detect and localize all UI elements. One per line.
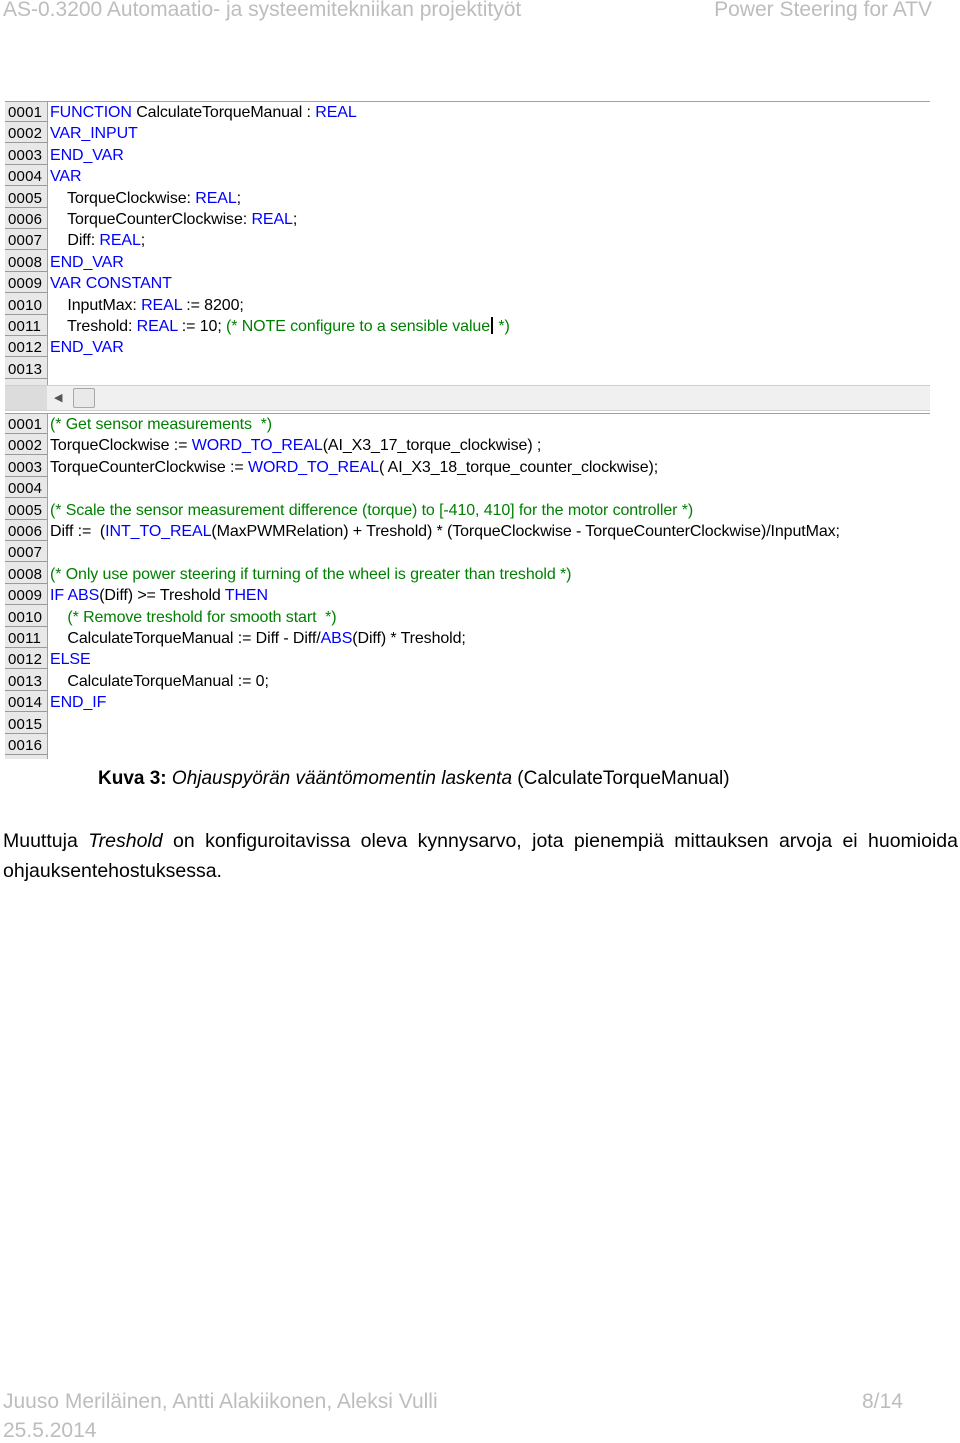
line-number: 0011	[5, 629, 47, 648]
scrollbar-gutter	[5, 386, 47, 410]
caption-title: Ohjauspyörän vääntömomentin laskenta	[171, 768, 513, 789]
line-number: 0007	[5, 231, 47, 250]
line-number: 0010	[5, 608, 47, 627]
line-number: 0006	[5, 522, 47, 541]
code-token: ;	[236, 189, 241, 207]
code-token: CalculateTorqueManual :	[136, 104, 316, 121]
code-line[interactable]	[5, 671, 930, 692]
code-comment: (* Remove treshold for smooth start *)	[50, 608, 337, 626]
code-line[interactable]	[5, 457, 930, 478]
code-keyword: REAL	[136, 318, 178, 335]
line-number: 0013	[5, 360, 47, 379]
line-number: 0004	[5, 167, 47, 186]
header-course-title: AS-0.3200 Automaatio- ja systeemitekniikan projektityöt	[3, 0, 522, 21]
line-number: 0009	[5, 586, 47, 605]
code-keyword: VAR CONSTANT	[50, 275, 172, 293]
code-text[interactable]	[50, 564, 571, 585]
code-text[interactable]	[50, 166, 81, 187]
code-token: := 8200;	[181, 296, 244, 314]
code-token: TorqueClockwise:	[50, 189, 196, 207]
code-token: ( AI_X3_18_torque_counter_clockwise);	[378, 458, 659, 476]
code-text[interactable]	[50, 273, 172, 294]
line-number: 0003	[5, 146, 47, 165]
code-keyword: REAL	[251, 211, 293, 228]
code-line[interactable]	[5, 521, 930, 542]
code-keyword: REAL	[99, 232, 141, 250]
line-number: 0016	[5, 736, 47, 755]
code-keyword: WORD_TO_REAL	[247, 458, 379, 476]
line-number: 0009	[5, 274, 47, 293]
line-number: 0012	[5, 338, 47, 357]
line-number: 0005	[5, 189, 47, 208]
code-text[interactable]	[50, 649, 91, 670]
line-number: 0001	[5, 103, 47, 122]
code-keyword: ELSE	[50, 651, 91, 669]
code-text[interactable]	[50, 457, 658, 478]
code-keyword: FUNCTION	[50, 104, 137, 121]
code-comment: *)	[494, 318, 510, 335]
code-comment: (* NOTE configure to a sensible value	[226, 318, 491, 335]
code-text[interactable]	[50, 628, 466, 649]
code-text[interactable]	[50, 521, 840, 542]
code-keyword: END_IF	[50, 694, 107, 712]
line-number: 0011	[5, 317, 47, 336]
line-number: 0002	[5, 436, 47, 455]
code-line[interactable]	[5, 123, 930, 144]
code-text[interactable]	[50, 295, 244, 316]
code-line[interactable]	[5, 316, 930, 337]
code-text[interactable]	[50, 585, 268, 606]
code-text[interactable]	[50, 188, 241, 209]
code-line[interactable]	[5, 166, 930, 187]
code-comment: (* Only use power steering if turning of the wheel is greater than treshold *)	[50, 565, 572, 583]
code-line[interactable]	[5, 230, 930, 251]
line-number: 0015	[5, 715, 47, 734]
line-number: 0003	[5, 458, 47, 477]
code-line[interactable]	[5, 252, 930, 273]
code-text[interactable]	[50, 252, 124, 273]
code-keyword: VAR_INPUT	[50, 125, 138, 143]
code-text[interactable]	[50, 500, 693, 521]
code-line[interactable]	[5, 692, 930, 713]
code-text[interactable]	[50, 316, 510, 337]
caption-label: Kuva 3:	[98, 768, 167, 789]
code-keyword: WORD_TO_REAL	[191, 437, 323, 455]
code-keyword: IF ABS	[50, 587, 100, 605]
code-line[interactable]	[5, 102, 930, 123]
line-number: 0014	[5, 693, 47, 712]
line-number: 0008	[5, 565, 47, 584]
code-token: (Diff) >= Treshold	[99, 587, 225, 605]
code-text[interactable]	[50, 209, 297, 230]
code-line[interactable]	[5, 628, 930, 649]
code-keyword: THEN	[224, 587, 268, 605]
paragraph-term: Treshold	[88, 830, 163, 852]
code-line[interactable]	[5, 607, 930, 628]
code-token: Diff:	[50, 232, 100, 250]
code-keyword: REAL	[141, 296, 182, 314]
caption-code-name: (CalculateTorqueManual)	[517, 768, 730, 789]
code-line[interactable]	[5, 542, 930, 563]
implementation-editor[interactable]	[5, 413, 930, 759]
code-line[interactable]	[5, 145, 930, 166]
code-text[interactable]	[50, 230, 145, 251]
line-number: 0004	[5, 479, 47, 498]
code-line[interactable]	[5, 585, 930, 606]
code-token: Diff := (	[50, 523, 106, 540]
line-number: 0013	[5, 672, 47, 691]
line-number: 0010	[5, 296, 47, 315]
code-line[interactable]	[5, 273, 930, 294]
code-keyword: REAL	[195, 189, 237, 207]
code-line[interactable]	[5, 435, 930, 456]
code-token: CalculateTorqueManual := Diff - Diff/	[50, 630, 321, 647]
code-token: InputMax:	[50, 296, 142, 314]
line-number: 0007	[5, 543, 47, 562]
code-text[interactable]	[50, 337, 124, 358]
code-line[interactable]	[5, 414, 930, 435]
code-text[interactable]	[50, 435, 541, 456]
code-line[interactable]	[5, 337, 930, 358]
text-cursor	[491, 317, 493, 334]
code-line[interactable]	[5, 564, 930, 585]
line-number: 0006	[5, 210, 47, 229]
scrollbar-thumb[interactable]	[73, 388, 95, 408]
code-line[interactable]	[5, 649, 930, 670]
code-line[interactable]	[5, 359, 930, 380]
line-number: 0005	[5, 501, 47, 520]
code-keyword: INT_TO_REAL	[105, 523, 212, 540]
code-line[interactable]	[5, 209, 930, 230]
code-token: (Diff) * Treshold;	[352, 630, 466, 647]
code-line[interactable]	[5, 735, 930, 756]
footer-authors: Juuso Meriläinen, Antti Alakiikonen, Aleksi Vulli	[3, 1390, 438, 1413]
line-number: 0008	[5, 253, 47, 272]
code-text[interactable]	[50, 123, 138, 144]
code-keyword: END_VAR	[50, 253, 124, 271]
figure-caption	[98, 768, 730, 790]
code-token: Treshold:	[50, 318, 137, 335]
code-line[interactable]	[5, 295, 930, 316]
code-token: := 10;	[177, 318, 227, 335]
code-keyword: VAR	[50, 168, 82, 186]
code-text[interactable]	[50, 607, 336, 628]
line-number: 0001	[5, 415, 47, 434]
code-token: ;	[140, 232, 146, 250]
code-line[interactable]	[5, 188, 930, 209]
code-text[interactable]	[50, 414, 272, 435]
paragraph-text-end: on konfiguroitavissa oleva kynnysarvo, jota pienempiä mittauksen arvoja ei huomioida ohjauksentehostuksessa.	[3, 830, 958, 882]
code-text[interactable]	[50, 692, 106, 713]
footer-date: 25.5.2014	[3, 1419, 97, 1442]
code-comment: (* Get sensor measurements *)	[50, 416, 272, 433]
code-keyword: REAL	[315, 104, 357, 121]
horizontal-scrollbar[interactable]	[5, 385, 930, 411]
code-token: TorqueCounterClockwise:	[50, 211, 252, 228]
code-text[interactable]	[50, 102, 357, 123]
body-paragraph	[3, 826, 958, 886]
declaration-editor[interactable]	[5, 101, 930, 385]
code-keyword: ABS	[320, 630, 353, 647]
code-keyword: END_VAR	[50, 339, 124, 357]
code-token: TorqueClockwise :=	[50, 437, 192, 455]
code-token: (MaxPWMRelation) + Treshold) * (TorqueClockwise - TorqueCounterClockwise)/InputMax;	[211, 523, 840, 540]
code-token: ;	[292, 211, 298, 228]
footer-page-number: 8/14	[862, 1390, 903, 1413]
code-line[interactable]	[5, 478, 930, 499]
code-text[interactable]	[50, 671, 269, 692]
header-project-title: Power Steering for ATV	[714, 0, 932, 21]
scroll-left-arrow-icon[interactable]: ◀	[54, 392, 63, 404]
code-token: TorqueCounterClockwise :=	[50, 458, 248, 476]
code-token: (AI_X3_17_torque_clockwise) ;	[322, 437, 542, 455]
code-keyword: END_VAR	[50, 146, 124, 164]
code-comment: (* Scale the sensor measurement difference (torque) to [-410, 410] for the motor controller *)	[50, 501, 694, 519]
line-number: 0012	[5, 650, 47, 669]
code-token: CalculateTorqueManual := 0;	[50, 672, 269, 690]
paragraph-text-start: Muuttuja	[3, 830, 89, 852]
line-number: 0002	[5, 124, 47, 143]
code-text[interactable]	[50, 145, 124, 166]
code-line[interactable]	[5, 500, 930, 521]
code-line[interactable]	[5, 714, 930, 735]
